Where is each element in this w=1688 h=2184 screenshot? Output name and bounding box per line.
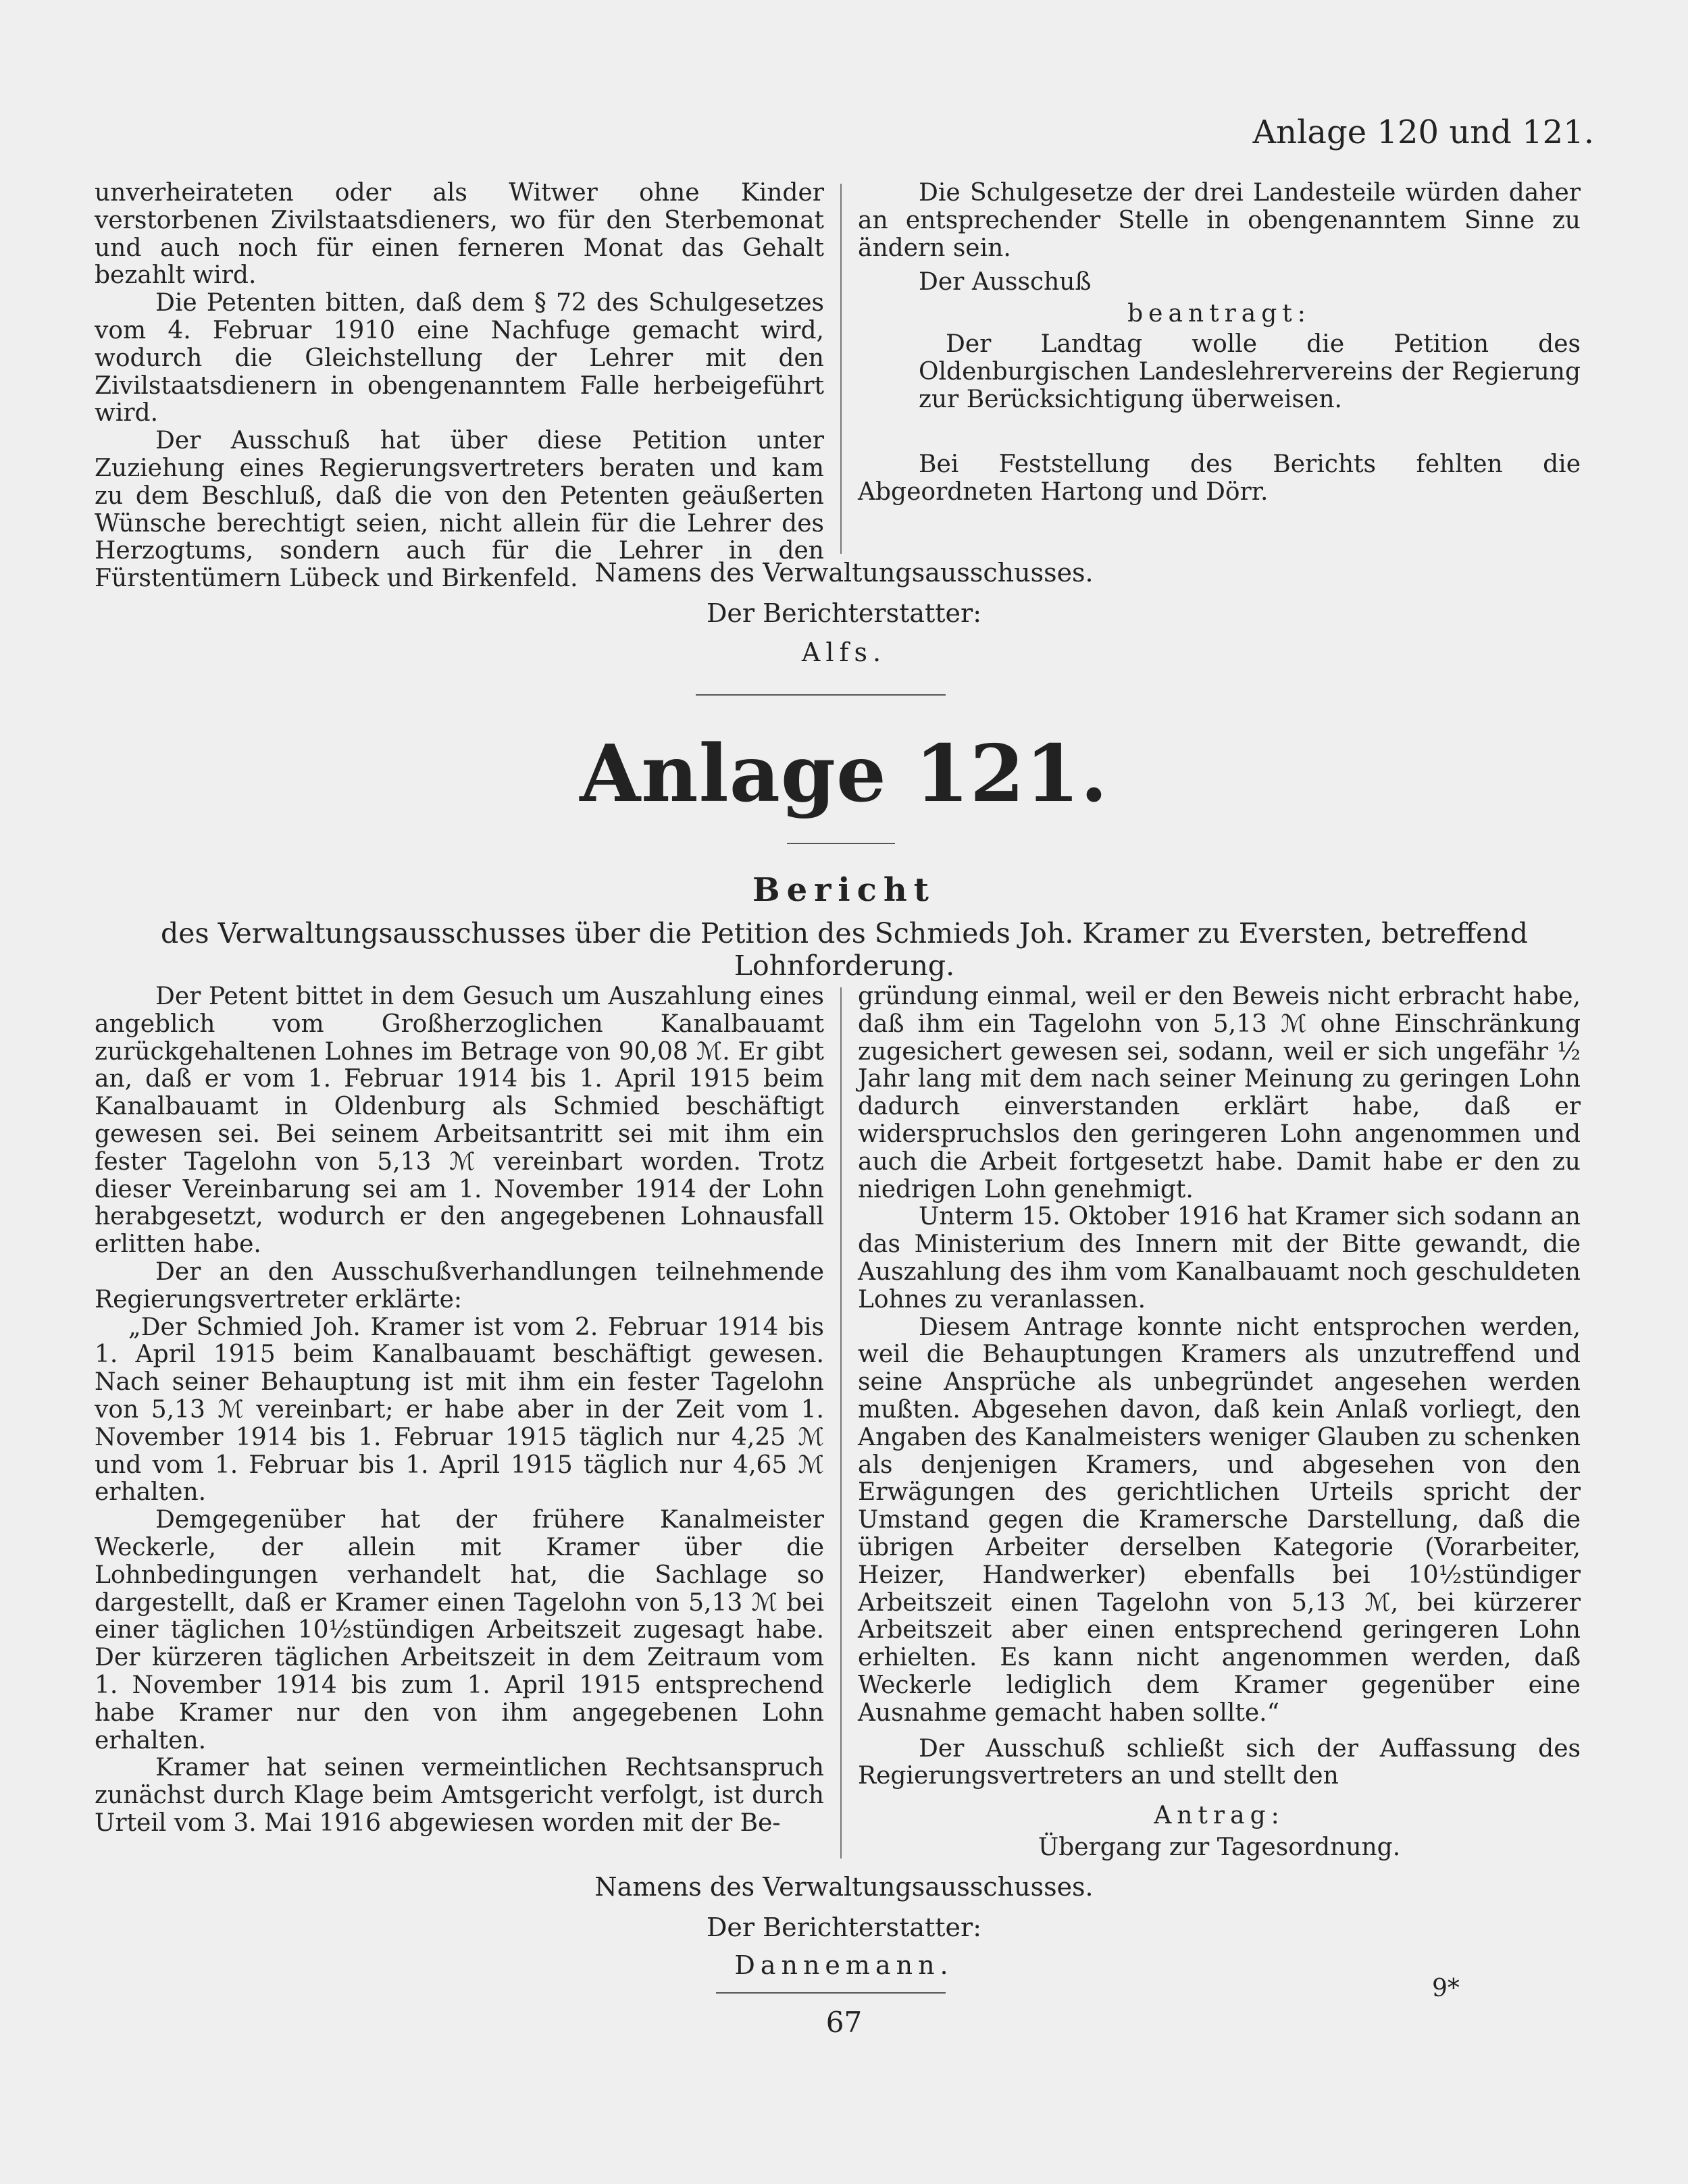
bottom-signature-line2: Der Berichterstatter: [706,1913,982,1942]
bottom-right-column [858,983,1581,1862]
top-left-column [95,180,824,593]
bottom-signature-line1: Namens des Verwaltungsausschusses. [594,1872,1094,1902]
bottom-left-para-3: „Der Schmied Joh. Kramer ist vom 2. Februar 1914 bis 1. April 1915 beim Kanalbauamt beschäftigt gewesen. Nach seiner Behauptung ist mit ihm ein fester Tagelohn von 5,13 ℳ vereinbart; er habe aber in der Zeit vom 1. November 1914 bis 1. Februar 1915 täglich nur 4,25 ℳ und vom 1. Februar bis 1. April 1915 täglich nur 4,65 ℳ erhalten. [95,1313,824,1507]
top-signature-line2: Der Berichterstatter: [706,598,982,628]
top-column-divider [840,184,842,554]
bottom-right-para-2: Unterm 15. Oktober 1916 hat Kramer sich sodann an das Ministerium des Innern mit der Bitte gewandt, die Auszahlung des ihm vom Kanalbauamt noch geschuldeten Lohnes zu veranlassen. [858,1203,1581,1314]
top-left-para-2: Die Petenten bitten, daß dem § 72 des Schulgesetzes vom 4. Februar 1910 eine Nachfuge gemacht wird, wodurch die Gleichstellung der Lehrer mit den Zivilstaatsdienern in obengenanntem Falle herbeigeführt wird. [95,289,824,427]
bottom-right-para-4: Der Ausschuß schließt sich der Auffassung des Regierungsvertreters an und stellt den [858,1734,1581,1790]
bottom-column-divider [840,987,842,1858]
top-right-column [858,180,1581,506]
separator-rule-1 [696,694,946,696]
bottom-left-para-1: Der Petent bittet in dem Gesuch um Auszahlung eines angeblich vom Großherzoglichen Kanalbauamt zurückgehaltenen Lohnes im Betrage von 90,08 ℳ. Er gibt an, daß er vom 1. Februar 1914 bis 1. April 1915 beim Kanalbauamt in Oldenburg als Schmied beschäftigt gewesen sei. Bei seinem Arbeitsantritt sei mit ihm ein fester Tagelohn von 5,13 ℳ vereinbart worden. Trotz dieser Vereinbarung sei am 1. November 1914 der Lohn herabgesetzt, wodurch er den angegebenen Lohnausfall erlitten habe. [95,983,824,1259]
committee-line: Der Ausschuß [919,268,1092,296]
separator-rule-2 [787,843,895,844]
top-signature-line1: Namens des Verwaltungsausschusses. [594,558,1094,588]
signature-mark: 9* [1432,1975,1460,2002]
top-signature-name: Alfs. [801,638,887,667]
motion-label: Antrag: [1154,1802,1285,1830]
bottom-left-column [95,983,824,1838]
top-left-para-1: unverheirateten oder als Witwer ohne Kinder verstorbenen Zivilstaatsdieners, wo für den Sterbemonat und auch noch für einen ferneren Monat das Gehalt bezahlt wird. [95,179,824,290]
bottom-left-para-5: Kramer hat seinen vermeintlichen Rechtsanspruch zunächst durch Klage beim Amtsgericht verfolgt, ist durch Urteil vom 3. Mai 1916 abgewiesen worden mit der Be- [95,1754,824,1837]
absent-note: Bei Feststellung des Berichts fehlten die Abgeordneten Hartong und Dörr. [858,450,1581,506]
running-head: Anlage 120 und 121. [1252,113,1594,151]
bottom-left-para-2: Der an den Ausschußverhandlungen teilnehmende Regierungsvertreter erklärte: [95,1257,824,1314]
report-title: Bericht [752,871,936,909]
bottom-right-para-1: gründung einmal, weil er den Beweis nicht erbracht habe, daß ihm ein Tagelohn von 5,13 ℳ ohne Einschränkung zugesichert gewesen sei, sodann, weil er sich ungefähr ½ Jahr lang mit dem nach seiner Meinung zu geringen Lohn dadurch einverstanden erklärt habe, daß er widerspruchslos den geringeren Lohn angenommen und auch die Arbeit fortgesetzt habe. Damit habe er den zu niedrigen Lohn genehmigt. [858,983,1581,1203]
motion-text: Der Landtag wolle die Petition des Oldenburgischen Landeslehrervereins der Regierung zur Berücksichtigung überweisen. [919,330,1581,413]
bottom-signature-name: Dannemann. [734,1950,954,1980]
page-number: 67 [825,2006,863,2039]
report-subtitle: des Verwaltungsausschusses über die Petition des Schmieds Joh. Kramer zu Eversten, betreffend Lohnforderung. [161,917,1528,982]
top-left-para-3: Der Ausschuß hat über diese Petition unter Zuziehung eines Regierungsvertreters beraten und kam zu dem Beschluß, daß die von den Petenten geäußerten Wünsche berechtigt seien, nicht allein für die Lehrer des Herzogtums, sondern auch für die Lehrer in den Fürstentümern Lübeck und Birkenfeld. [95,427,824,593]
page-heading: Anlage 121. [580,728,1108,820]
separator-rule-3 [716,1992,946,1994]
moves-line: beantragt: [1127,300,1311,328]
bottom-right-para-3: Diesem Antrage konnte nicht entsprochen werden, weil die Behauptungen Kramers als unzutreffend und seine Ansprüche als unbegründet angesehen werden mußten. Abgesehen davon, daß kein Anlaß vorliegt, den Angaben des Kanalmeisters weniger Glauben zu schenken als denjenigen Kramers, und abgesehen von den Erwägungen des gerichtlichen Urteils spricht der Umstand gegen die Kramersche Darstellung, daß die übrigen Arbeiter derselben Kategorie (Vorarbeiter, Heizer, Handwerker) ebenfalls bei 10½stündiger Arbeitszeit einen Tagelohn von 5,13 ℳ, bei kürzerer Arbeitszeit aber einen entsprechend geringeren Lohn erhielten. Es kann nicht angenommen werden, daß Weckerle lediglich dem Kramer gegenüber eine Ausnahme gemacht haben sollte.“ [858,1313,1581,1727]
top-right-para-1: Die Schulgesetze der drei Landesteile würden daher an entsprechender Stelle in obengenanntem Sinne zu ändern sein. [858,179,1581,262]
motion-decision: Übergang zur Tagesordnung. [1038,1833,1401,1861]
bottom-left-para-4: Demgegenüber hat der frühere Kanalmeister Weckerle, der allein mit Kramer über die Lohnbedingungen verhandelt hat, die Sachlage so dargestellt, daß er Kramer einen Tagelohn von 5,13 ℳ bei einer täglichen 10½stündigen Arbeitszeit zugesagt habe. Der kürzeren täglichen Arbeitszeit in dem Zeitraum vom 1. November 1914 bis zum 1. April 1915 entsprechend habe Kramer nur den von ihm angegebenen Lohn erhalten. [95,1506,824,1754]
